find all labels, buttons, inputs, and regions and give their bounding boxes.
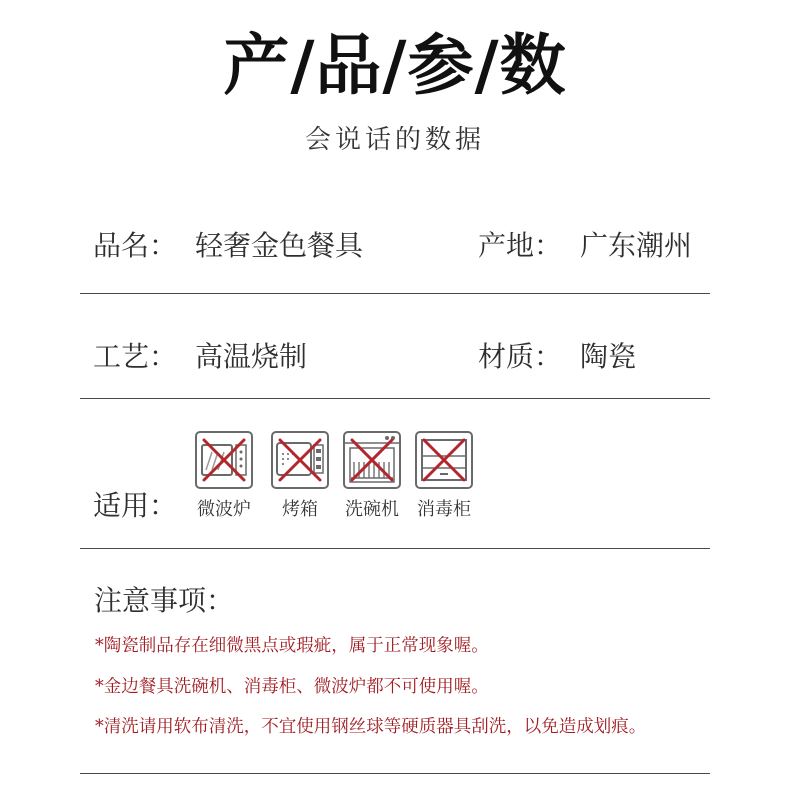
divider [80, 293, 710, 294]
spec-origin [478, 228, 692, 264]
spec-material [478, 339, 636, 375]
appliance-sterilizer [413, 430, 475, 522]
note-item: *清洗请用软布清洗，不宜使用钢丝球等硬质器具刮洗，以免造成划痕。 [95, 717, 647, 737]
usage-label: 适用： [93, 489, 178, 522]
spec-value: 广东潮州 [580, 229, 693, 262]
appliance-dishwasher [341, 430, 403, 522]
sterilizer-cabinet-icon [414, 430, 474, 490]
dishwasher-icon [342, 430, 402, 490]
spec-value: 轻奢金色餐具 [195, 229, 364, 262]
appliance-oven [269, 430, 331, 522]
divider [80, 398, 710, 399]
page-title: 产/品/参/数 [223, 27, 567, 104]
appliance-label: 消毒柜 [417, 499, 471, 520]
appliance-microwave [193, 430, 255, 522]
appliance-label: 洗碗机 [345, 499, 399, 520]
spec-value: 陶瓷 [580, 340, 637, 373]
appliance-label: 烤箱 [282, 499, 318, 520]
divider [80, 773, 710, 774]
spec-label: 品名： [93, 229, 178, 262]
microwave-icon [194, 430, 254, 490]
spec-craft [93, 339, 307, 375]
spec-value: 高温烧制 [195, 340, 308, 373]
spec-label: 材质： [478, 340, 563, 373]
spec-product-name [93, 228, 363, 264]
oven-icon [270, 430, 330, 490]
page-subtitle: 会说话的数据 [304, 125, 485, 155]
note-item: *金边餐具洗碗机、消毒柜、微波炉都不可使用喔。 [95, 677, 489, 697]
appliance-label: 微波炉 [197, 499, 251, 520]
spec-label: 工艺： [93, 340, 178, 373]
divider [80, 548, 710, 549]
note-item: *陶瓷制品存在细微黑点或瑕疵，属于正常现象喔。 [95, 636, 489, 656]
spec-label: 产地： [478, 229, 563, 262]
notes-heading: 注意事项： [94, 584, 235, 617]
